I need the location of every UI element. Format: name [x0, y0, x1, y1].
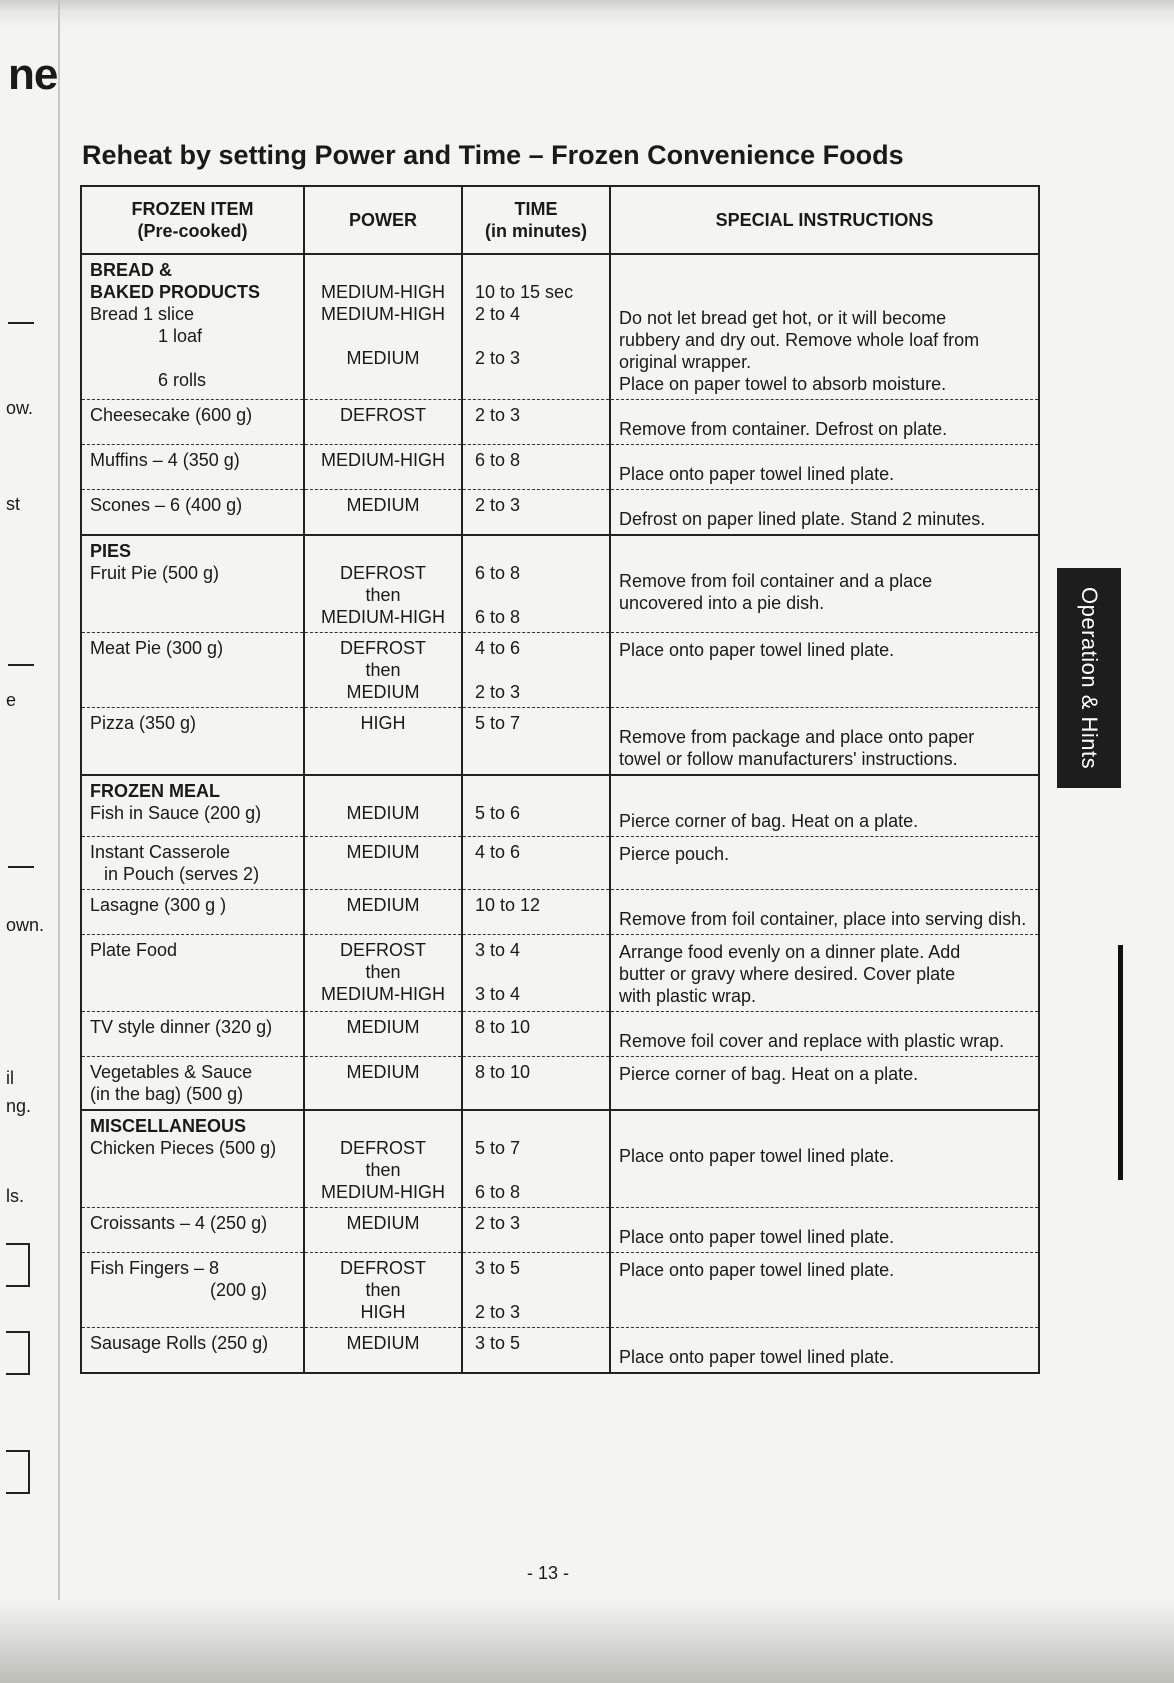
reheat-table: [80, 185, 1040, 1374]
power-cell: [304, 935, 462, 1012]
margin-box: [6, 1450, 30, 1494]
time-range: [471, 659, 601, 681]
time-range: 2 to 3: [475, 682, 521, 702]
item-text: Plate Food: [90, 940, 178, 960]
power-cell: [304, 1057, 462, 1111]
time-cell: [462, 1012, 610, 1057]
frozen-item-cell: [81, 445, 304, 490]
power-level: [313, 325, 453, 347]
time-cell: [462, 890, 610, 935]
group-label: FROZEN MEAL: [90, 781, 220, 801]
table-row: [81, 254, 1039, 400]
power-cell: [304, 1328, 462, 1374]
power-level: MEDIUM: [346, 1062, 420, 1082]
instruction-text: rubbery and dry out. Remove whole loaf from: [619, 330, 980, 350]
instruction-text: Place onto paper towel lined plate.: [619, 1146, 895, 1166]
frozen-item-cell: [81, 1110, 304, 1208]
time-range: 8 to 10: [475, 1017, 531, 1037]
time-range: 3 to 4: [475, 940, 521, 960]
item-text: Instant Casserole: [90, 842, 231, 862]
margin-dash: [8, 322, 34, 324]
margin-fragment: st: [6, 494, 21, 514]
power-level: then: [365, 660, 401, 680]
time-range: [471, 961, 601, 983]
power-level: MEDIUM: [346, 803, 420, 823]
power-cell: [304, 535, 462, 633]
power-level: HIGH: [360, 1302, 406, 1322]
frozen-item-cell: [81, 837, 304, 890]
power-level: MEDIUM: [346, 1333, 420, 1353]
time-cell: [462, 633, 610, 708]
special-instructions-cell: [610, 490, 1039, 536]
power-level: MEDIUM: [346, 895, 420, 915]
time-cell: [462, 1057, 610, 1111]
power-level: MEDIUM: [346, 682, 420, 702]
item-text: Muffins – 4 (350 g): [90, 450, 240, 470]
page-number: - 13 -: [527, 1563, 570, 1583]
instruction-text: Remove from foil container and a place: [619, 571, 933, 591]
power-level: DEFROST: [339, 1258, 426, 1278]
power-level: MEDIUM: [346, 348, 420, 368]
instruction-text: Place onto paper towel lined plate.: [619, 1260, 895, 1280]
instruction-text: Pierce corner of bag. Heat on a plate.: [619, 811, 919, 831]
special-instructions-cell: [610, 1253, 1039, 1328]
power-cell: [304, 775, 462, 837]
table-row: [81, 890, 1039, 935]
time-range: 6 to 8: [475, 607, 521, 627]
time-cell: [462, 837, 610, 890]
margin-box: [6, 1243, 30, 1287]
margin-dash: [8, 664, 34, 666]
item-text: (200 g): [210, 1280, 268, 1300]
item-text: Fruit Pie (500 g): [90, 563, 220, 583]
power-level: MEDIUM: [346, 1213, 420, 1233]
item-text: Meat Pie (300 g): [90, 638, 224, 658]
power-level: MEDIUM-HIGH: [321, 282, 445, 302]
frozen-item-cell: [81, 535, 304, 633]
table-row: [81, 1208, 1039, 1253]
instruction-text: original wrapper.: [619, 352, 752, 372]
table-row: [81, 1253, 1039, 1328]
special-instructions-cell: [610, 708, 1039, 776]
margin-dash: [8, 866, 34, 868]
power-level: then: [365, 1280, 401, 1300]
time-range: 2 to 3: [475, 495, 521, 515]
power-level: DEFROST: [339, 638, 426, 658]
item-text: TV style dinner (320 g): [90, 1017, 273, 1037]
header-frozen-item: FROZEN ITEM (Pre-cooked): [81, 186, 304, 254]
time-range: 5 to 7: [475, 1138, 521, 1158]
special-instructions-cell: [610, 254, 1039, 400]
item-text: Cheesecake (600 g): [90, 405, 253, 425]
table-row: [81, 1057, 1039, 1111]
time-range: [471, 325, 601, 347]
table-row: [81, 1328, 1039, 1374]
frozen-item-cell: [81, 890, 304, 935]
margin-fragment: ls.: [6, 1186, 24, 1206]
margin-fragment: il: [6, 1068, 14, 1088]
frozen-item-cell: [81, 935, 304, 1012]
special-instructions-cell: [610, 1328, 1039, 1374]
time-range: 2 to 3: [475, 348, 521, 368]
binding-shadow: [58, 0, 60, 1620]
time-cell: [462, 490, 610, 536]
special-instructions-cell: [610, 1110, 1039, 1208]
section-tab: [1057, 568, 1121, 788]
item-text: (in the bag) (500 g): [90, 1084, 244, 1104]
item-text: 1 loaf: [158, 326, 203, 346]
power-level: [313, 259, 453, 281]
power-level: then: [365, 585, 401, 605]
instruction-text: Remove from package and place onto paper: [619, 727, 975, 747]
table-row: [81, 400, 1039, 445]
margin-fragment-head: ne: [8, 50, 58, 99]
time-range: 3 to 5: [475, 1258, 521, 1278]
time-range: 5 to 7: [475, 713, 521, 733]
table-row: [81, 535, 1039, 633]
item-text: Croissants – 4 (250 g): [90, 1213, 268, 1233]
instruction-text: Place onto paper towel lined plate.: [619, 1227, 895, 1247]
frozen-item-cell: [81, 400, 304, 445]
group-label: PIES: [90, 541, 132, 561]
time-cell: [462, 1208, 610, 1253]
item-text: Scones – 6 (400 g): [90, 495, 243, 515]
power-cell: [304, 633, 462, 708]
frozen-item-cell: [81, 775, 304, 837]
power-cell: [304, 1208, 462, 1253]
special-instructions-cell: [610, 1012, 1039, 1057]
item-text: Vegetables & Sauce: [90, 1062, 253, 1082]
power-cell: [304, 1110, 462, 1208]
instruction-text: Place onto paper towel lined plate.: [619, 640, 895, 660]
table-row: [81, 633, 1039, 708]
power-level: then: [365, 1160, 401, 1180]
group-label: MISCELLANEOUS: [90, 1116, 247, 1136]
instruction-text: Place onto paper towel lined plate.: [619, 1347, 895, 1367]
section-tab-label: Operation & Hints: [1077, 586, 1102, 770]
frozen-item-cell: [81, 708, 304, 776]
table-row: [81, 1012, 1039, 1057]
time-cell: [462, 775, 610, 837]
power-level: MEDIUM-HIGH: [321, 984, 445, 1004]
time-range: 3 to 4: [475, 984, 521, 1004]
time-range: 6 to 8: [475, 1182, 521, 1202]
special-instructions-cell: [610, 1208, 1039, 1253]
power-level: MEDIUM-HIGH: [321, 304, 445, 324]
header-special-instructions: SPECIAL INSTRUCTIONS: [610, 186, 1039, 254]
time-range: [471, 259, 601, 281]
time-range: 6 to 8: [475, 450, 521, 470]
time-cell: [462, 445, 610, 490]
frozen-item-cell: [81, 1012, 304, 1057]
time-cell: [462, 935, 610, 1012]
frozen-item-cell: [81, 633, 304, 708]
time-cell: [462, 708, 610, 776]
time-range: [471, 584, 601, 606]
special-instructions-cell: [610, 535, 1039, 633]
power-level: DEFROST: [339, 563, 426, 583]
power-cell: [304, 490, 462, 536]
power-cell: [304, 400, 462, 445]
group-label: BREAD &: [90, 260, 173, 280]
frozen-item-cell: [81, 1328, 304, 1374]
instruction-text: towel or follow manufacturers' instructions.: [619, 749, 958, 769]
instruction-text: Do not let bread get hot, or it will become: [619, 308, 947, 328]
item-text: Lasagne (300 g ): [90, 895, 227, 915]
time-range: 2 to 3: [475, 1302, 521, 1322]
time-range: 6 to 8: [475, 563, 521, 583]
margin-box: [6, 1331, 30, 1375]
power-level: DEFROST: [339, 1138, 426, 1158]
special-instructions-cell: [610, 400, 1039, 445]
power-level: MEDIUM: [346, 842, 420, 862]
special-instructions-cell: [610, 633, 1039, 708]
item-text: Fish Fingers – 8: [90, 1258, 220, 1278]
power-cell: [304, 1253, 462, 1328]
frozen-item-cell: [81, 490, 304, 536]
item-text: 6 rolls: [158, 370, 207, 390]
special-instructions-cell: [610, 935, 1039, 1012]
instruction-text: Place on paper towel to absorb moisture.: [619, 374, 947, 394]
time-range: 3 to 5: [475, 1333, 521, 1353]
time-cell: [462, 535, 610, 633]
power-cell: [304, 254, 462, 400]
margin-fragment: ng.: [6, 1096, 32, 1116]
item-text: [90, 347, 295, 369]
time-cell: [462, 1253, 610, 1328]
instruction-text: with plastic wrap.: [619, 986, 757, 1006]
power-level: MEDIUM-HIGH: [321, 607, 445, 627]
power-level: HIGH: [360, 713, 406, 733]
time-range: 8 to 10: [475, 1062, 531, 1082]
time-range: 4 to 6: [475, 638, 521, 658]
instruction-text: Defrost on paper lined plate. Stand 2 minutes.: [619, 509, 986, 529]
power-cell: [304, 890, 462, 935]
header-power: POWER: [304, 186, 462, 254]
time-range: 2 to 3: [475, 405, 521, 425]
item-text: Bread 1 slice: [90, 304, 195, 324]
time-cell: [462, 1110, 610, 1208]
scan-edge-top: [0, 0, 1174, 28]
special-instructions-cell: [610, 1057, 1039, 1111]
special-instructions-cell: [610, 890, 1039, 935]
scan-edge-bottom: [0, 1600, 1174, 1683]
instruction-text: Arrange food evenly on a dinner plate. Add: [619, 942, 961, 962]
margin-fragment: e: [6, 690, 17, 710]
power-cell: [304, 1012, 462, 1057]
table-row: [81, 708, 1039, 776]
table-row: [81, 490, 1039, 536]
power-level: MEDIUM: [346, 1017, 420, 1037]
special-instructions-cell: [610, 837, 1039, 890]
instruction-text: Remove foil cover and replace with plastic wrap.: [619, 1031, 1005, 1051]
item-text: Pizza (350 g): [90, 713, 197, 733]
time-range: [471, 1159, 601, 1181]
frozen-item-cell: [81, 1208, 304, 1253]
time-cell: [462, 1328, 610, 1374]
instruction-text: Remove from container. Defrost on plate.: [619, 419, 948, 439]
instruction-text: Remove from foil container, place into serving dish.: [619, 909, 1027, 929]
frozen-item-cell: [81, 1057, 304, 1111]
instruction-text: butter or gravy where desired. Cover plate: [619, 964, 956, 984]
power-level: DEFROST: [339, 940, 426, 960]
time-range: 5 to 6: [475, 803, 521, 823]
item-text: Sausage Rolls (250 g): [90, 1333, 269, 1353]
table-row: [81, 775, 1039, 837]
table-row: [81, 1110, 1039, 1208]
margin-fragment: own.: [6, 915, 45, 935]
table-row: [81, 837, 1039, 890]
header-time: TIME (in minutes): [462, 186, 610, 254]
instruction-text: uncovered into a pie dish.: [619, 593, 825, 613]
power-level: DEFROST: [339, 405, 426, 425]
table-row: [81, 935, 1039, 1012]
time-cell: [462, 400, 610, 445]
item-text: Fish in Sauce (200 g): [90, 803, 262, 823]
margin-fragment: ow.: [6, 398, 34, 418]
time-range: [471, 1279, 601, 1301]
special-instructions-cell: [610, 775, 1039, 837]
power-level: MEDIUM-HIGH: [321, 1182, 445, 1202]
table-row: [81, 445, 1039, 490]
power-cell: [304, 445, 462, 490]
group-label: BAKED PRODUCTS: [90, 282, 261, 302]
special-instructions-cell: [610, 445, 1039, 490]
instruction-text: Pierce pouch.: [619, 844, 730, 864]
time-range: 10 to 15 sec: [475, 282, 574, 302]
power-level: then: [365, 962, 401, 982]
frozen-item-cell: [81, 1253, 304, 1328]
page-title: Reheat by setting Power and Time – Frozen Convenience Foods: [82, 140, 904, 170]
time-range: 2 to 4: [475, 304, 521, 324]
instruction-text: Place onto paper towel lined plate.: [619, 464, 895, 484]
power-cell: [304, 837, 462, 890]
frozen-item-cell: [81, 254, 304, 400]
time-range: 10 to 12: [475, 895, 541, 915]
time-range: 2 to 3: [475, 1213, 521, 1233]
table-header-row: [81, 186, 1039, 254]
item-text: Chicken Pieces (500 g): [90, 1138, 277, 1158]
item-text: in Pouch (serves 2): [104, 864, 260, 884]
power-level: MEDIUM: [346, 495, 420, 515]
power-level: MEDIUM-HIGH: [321, 450, 445, 470]
instruction-text: Pierce corner of bag. Heat on a plate.: [619, 1064, 919, 1084]
time-cell: [462, 254, 610, 400]
time-range: 4 to 6: [475, 842, 521, 862]
power-cell: [304, 708, 462, 776]
margin-bar: [1118, 945, 1123, 1180]
